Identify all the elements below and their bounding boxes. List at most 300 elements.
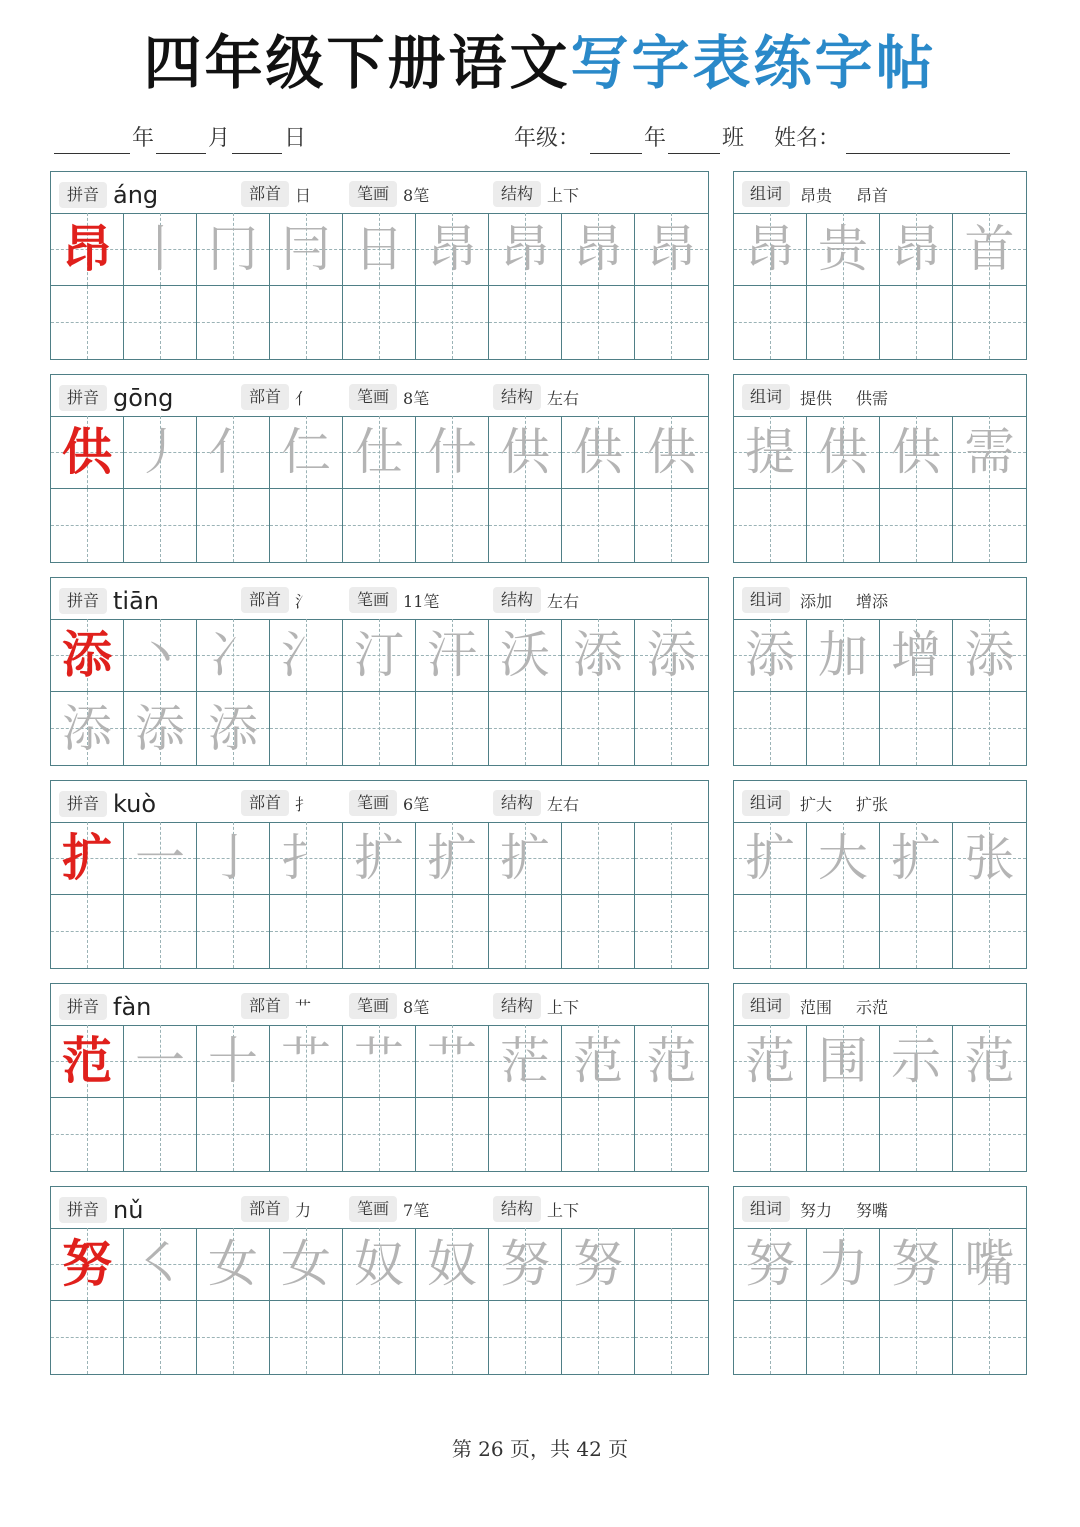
header-field — [349, 587, 439, 613]
char-info-header — [51, 578, 708, 620]
stroke-step-character: 昂 — [427, 220, 477, 278]
words-panel — [733, 983, 1027, 1172]
model-character: 添 — [62, 626, 112, 684]
radical-value: 扌 — [295, 794, 312, 814]
word-cell[interactable] — [734, 619, 807, 692]
word-character: 加 — [818, 626, 868, 684]
pinyin-tag: 拼音 — [59, 385, 107, 411]
stroke-step-character: 氵 — [281, 626, 331, 684]
grade-label: 年级： — [514, 126, 581, 151]
writing-cell[interactable] — [416, 692, 489, 765]
stroke-step-character: 亅 — [208, 829, 258, 887]
stroke-step-character: 昂 — [573, 220, 623, 278]
writing-cell[interactable] — [489, 1025, 562, 1098]
stroke-step-character: 添 — [208, 699, 258, 758]
writing-cell[interactable] — [562, 1025, 635, 1098]
header-field — [241, 384, 311, 410]
word-character: 需 — [964, 423, 1015, 481]
word-cell[interactable] — [807, 286, 880, 359]
word-cell[interactable] — [807, 489, 880, 562]
word-cell[interactable] — [734, 213, 807, 286]
writing-cell[interactable] — [270, 489, 343, 562]
practice-panel — [50, 780, 709, 969]
header-field — [493, 993, 579, 1019]
header-field — [349, 993, 429, 1019]
stroke-step-character: 艹 — [427, 1032, 477, 1090]
year-blank[interactable] — [54, 127, 130, 154]
word-cell[interactable] — [807, 1301, 880, 1374]
words-panel — [733, 171, 1027, 360]
pinyin-tag: 拼音 — [59, 994, 107, 1020]
structure-value: 左右 — [547, 388, 580, 408]
writing-cell[interactable] — [270, 1228, 343, 1301]
writing-cell[interactable] — [124, 286, 197, 359]
stroke-step-character: 扩 — [500, 829, 550, 887]
stroke-step-character: 昂 — [500, 220, 550, 278]
word-cell[interactable] — [807, 895, 880, 968]
writing-cell[interactable] — [562, 895, 635, 968]
header-field — [241, 587, 311, 613]
header-field — [493, 790, 579, 816]
grade-year-blank[interactable] — [590, 127, 642, 154]
writing-cell[interactable] — [489, 822, 562, 895]
writing-cell[interactable] — [343, 416, 416, 489]
word-2-value: 昂首 — [856, 185, 889, 205]
word-character: 张 — [964, 829, 1015, 887]
writing-cell[interactable] — [416, 895, 489, 968]
writing-cell[interactable] — [635, 1228, 708, 1301]
writing-cell[interactable] — [416, 619, 489, 692]
writing-cell[interactable] — [270, 692, 343, 765]
stroke-step-character: 丿 — [135, 423, 185, 481]
header-field — [59, 993, 151, 1021]
writing-cell[interactable] — [197, 489, 270, 562]
writing-cell[interactable] — [197, 619, 270, 692]
title-part-2: 写字表练字帖 — [570, 29, 937, 97]
writing-cell[interactable] — [197, 286, 270, 359]
writing-cell[interactable] — [489, 1228, 562, 1301]
words-panel — [733, 1186, 1027, 1375]
word-cell[interactable] — [880, 1098, 953, 1171]
structure-value: 左右 — [547, 591, 580, 611]
word-character: 昂 — [745, 220, 795, 278]
writing-cell[interactable] — [635, 416, 708, 489]
writing-cell[interactable] — [562, 822, 635, 895]
stroke-step-character: 奴 — [427, 1235, 477, 1293]
word-cell[interactable] — [880, 1228, 953, 1301]
writing-cell[interactable] — [51, 286, 124, 359]
structure-value: 上下 — [547, 185, 580, 205]
writing-cell[interactable] — [270, 213, 343, 286]
header-field — [59, 181, 158, 209]
header-field — [742, 790, 888, 816]
word-cell[interactable] — [953, 1025, 1026, 1098]
model-character: 昂 — [62, 220, 112, 278]
writing-cell[interactable] — [489, 692, 562, 765]
word-character: 范 — [745, 1032, 795, 1090]
writing-cell[interactable] — [51, 895, 124, 968]
writing-cell[interactable] — [562, 489, 635, 562]
word-cell[interactable] — [953, 489, 1026, 562]
word-cell[interactable] — [734, 1228, 807, 1301]
header-field — [349, 384, 429, 410]
stroke-step-character: 范 — [646, 1032, 697, 1090]
writing-cell[interactable] — [124, 1301, 197, 1374]
word-cell[interactable] — [734, 692, 807, 765]
char-info-header — [51, 172, 708, 214]
writing-cell[interactable] — [124, 416, 197, 489]
word-cell[interactable] — [953, 619, 1026, 692]
word-2-value: 供需 — [856, 388, 889, 408]
writing-cell[interactable] — [270, 619, 343, 692]
writing-cell[interactable] — [635, 692, 708, 765]
word-cell[interactable] — [953, 1228, 1026, 1301]
writing-cell[interactable] — [343, 489, 416, 562]
date-row — [52, 118, 306, 154]
writing-cell[interactable] — [562, 213, 635, 286]
writing-cell[interactable] — [124, 1098, 197, 1171]
writing-cell[interactable] — [416, 213, 489, 286]
writing-cell[interactable] — [197, 895, 270, 968]
stroke-step-character: 一 — [135, 1032, 185, 1090]
writing-cell[interactable] — [51, 416, 124, 489]
char-block — [50, 577, 1026, 766]
writing-cell[interactable] — [343, 822, 416, 895]
header-field — [59, 587, 159, 615]
header-field — [493, 587, 579, 613]
word-character: 昂 — [891, 220, 941, 278]
stroke-step-character: 冂 — [208, 220, 258, 278]
student-row — [514, 118, 1012, 154]
radical-value: 力 — [295, 1200, 312, 1220]
word-cell[interactable] — [807, 1098, 880, 1171]
writing-cell[interactable] — [562, 1228, 635, 1301]
words-header — [734, 578, 1026, 620]
writing-cell[interactable] — [270, 895, 343, 968]
stroke-step-character: 扩 — [427, 829, 477, 887]
structure-tag: 结构 — [493, 384, 541, 410]
pinyin-value: kuò — [113, 790, 157, 818]
word-character: 贵 — [818, 220, 868, 278]
word-cell[interactable] — [807, 1228, 880, 1301]
writing-cell[interactable] — [562, 1098, 635, 1171]
word-character: 范 — [964, 1032, 1015, 1090]
writing-cell[interactable] — [635, 489, 708, 562]
word-cell[interactable] — [880, 1301, 953, 1374]
writing-cell[interactable] — [635, 286, 708, 359]
stroke-step-character: 艹 — [354, 1032, 404, 1090]
header-field — [493, 384, 579, 410]
writing-cell[interactable] — [343, 1025, 416, 1098]
char-info-header — [51, 1187, 708, 1229]
word-cell[interactable] — [880, 489, 953, 562]
month-blank[interactable] — [156, 127, 206, 154]
word-cell[interactable] — [953, 1301, 1026, 1374]
writing-cell[interactable] — [197, 213, 270, 286]
practice-panel — [50, 983, 709, 1172]
stroke-step-character: 亻 — [208, 423, 258, 481]
words-tag: 组词 — [742, 993, 790, 1019]
writing-cell[interactable] — [416, 489, 489, 562]
word-cell[interactable] — [734, 1301, 807, 1374]
word-cell[interactable] — [880, 692, 953, 765]
writing-cell[interactable] — [635, 213, 708, 286]
grade-class-blank[interactable] — [668, 127, 720, 154]
writing-cell[interactable] — [270, 1301, 343, 1374]
word-cell[interactable] — [880, 416, 953, 489]
model-character: 供 — [62, 423, 112, 481]
writing-cell[interactable] — [562, 416, 635, 489]
word-1-value: 范围 — [800, 997, 833, 1017]
writing-cell[interactable] — [124, 489, 197, 562]
writing-cell[interactable] — [562, 1301, 635, 1374]
writing-cell[interactable] — [51, 1098, 124, 1171]
writing-cell[interactable] — [343, 1301, 416, 1374]
year-label: 年 — [132, 126, 155, 151]
header-field — [241, 993, 311, 1019]
writing-cell[interactable] — [124, 619, 197, 692]
word-cell[interactable] — [807, 692, 880, 765]
stroke-step-character: 添 — [135, 699, 185, 758]
words-tag: 组词 — [742, 1196, 790, 1222]
word-cell[interactable] — [880, 1025, 953, 1098]
writing-cell[interactable] — [343, 895, 416, 968]
writing-cell[interactable] — [489, 489, 562, 562]
word-cell[interactable] — [880, 213, 953, 286]
pinyin-value: nǔ — [113, 1196, 144, 1224]
header-field — [59, 790, 156, 818]
word-cell[interactable] — [880, 822, 953, 895]
stroke-step-character: 昂 — [646, 220, 697, 278]
pinyin-value: gōng — [113, 384, 174, 412]
word-character: 力 — [818, 1235, 868, 1293]
word-cell[interactable] — [734, 822, 807, 895]
day-blank[interactable] — [232, 127, 282, 154]
word-cell[interactable] — [734, 895, 807, 968]
word-cell[interactable] — [734, 286, 807, 359]
writing-cell[interactable] — [51, 1301, 124, 1374]
writing-cell[interactable] — [197, 416, 270, 489]
word-cell[interactable] — [953, 822, 1026, 895]
writing-cell[interactable] — [343, 213, 416, 286]
word-cell[interactable] — [953, 895, 1026, 968]
name-label: 姓名： — [774, 126, 841, 151]
writing-cell[interactable] — [51, 1025, 124, 1098]
writing-cell[interactable] — [343, 692, 416, 765]
writing-cell[interactable] — [489, 416, 562, 489]
writing-cell[interactable] — [51, 489, 124, 562]
word-1-value: 扩大 — [800, 794, 833, 814]
header-field — [742, 181, 888, 207]
word-cell[interactable] — [953, 286, 1026, 359]
word-2-value: 努嘴 — [856, 1200, 889, 1220]
writing-cell[interactable] — [270, 1025, 343, 1098]
writing-cell[interactable] — [270, 822, 343, 895]
pinyin-value: tiān — [113, 587, 160, 615]
word-character: 添 — [745, 626, 795, 684]
structure-value: 上下 — [547, 1200, 580, 1220]
writing-cell[interactable] — [489, 1301, 562, 1374]
writing-cell[interactable] — [343, 1228, 416, 1301]
model-character: 扩 — [62, 829, 112, 887]
writing-cell[interactable] — [343, 619, 416, 692]
writing-cell[interactable] — [635, 822, 708, 895]
structure-tag: 结构 — [493, 587, 541, 613]
writing-cell[interactable] — [416, 822, 489, 895]
word-cell[interactable] — [953, 692, 1026, 765]
char-info-header — [51, 781, 708, 823]
structure-value: 左右 — [547, 794, 580, 814]
stroke-step-character: 努 — [500, 1235, 550, 1293]
word-character: 增 — [891, 626, 941, 684]
stroke-step-character: 汗 — [427, 626, 477, 684]
writing-cell[interactable] — [270, 416, 343, 489]
writing-cell[interactable] — [416, 286, 489, 359]
char-block — [50, 374, 1026, 563]
strokes-value: 7笔 — [403, 1200, 430, 1220]
word-character: 大 — [818, 829, 868, 887]
word-cell[interactable] — [807, 1025, 880, 1098]
word-cell[interactable] — [734, 1025, 807, 1098]
char-block — [50, 983, 1026, 1172]
word-2-value: 增添 — [856, 591, 889, 611]
writing-cell[interactable] — [489, 213, 562, 286]
strokes-tag: 笔画 — [349, 1196, 397, 1222]
writing-cell[interactable] — [416, 416, 489, 489]
word-cell[interactable] — [734, 416, 807, 489]
word-cell[interactable] — [953, 1098, 1026, 1171]
stroke-step-character: 汀 — [354, 626, 404, 684]
word-cell[interactable] — [734, 489, 807, 562]
header-field — [59, 1196, 143, 1224]
word-character: 努 — [745, 1235, 795, 1293]
header-field — [493, 1196, 579, 1222]
words-header — [734, 1187, 1026, 1229]
writing-cell[interactable] — [124, 895, 197, 968]
writing-cell[interactable] — [343, 286, 416, 359]
writing-cell[interactable] — [343, 1098, 416, 1171]
day-label: 日 — [284, 126, 307, 151]
writing-cell[interactable] — [562, 619, 635, 692]
writing-cell[interactable] — [635, 895, 708, 968]
writing-cell[interactable] — [197, 822, 270, 895]
writing-cell[interactable] — [51, 1228, 124, 1301]
stroke-step-character: 女 — [281, 1235, 331, 1293]
word-character: 嘴 — [964, 1235, 1015, 1293]
structure-tag: 结构 — [493, 181, 541, 207]
word-cell[interactable] — [734, 1098, 807, 1171]
writing-cell[interactable] — [489, 895, 562, 968]
stroke-step-character: 十 — [208, 1032, 258, 1090]
words-panel — [733, 374, 1027, 563]
writing-cell[interactable] — [197, 692, 270, 765]
writing-cell[interactable] — [197, 1301, 270, 1374]
writing-cell[interactable] — [489, 619, 562, 692]
writing-cell[interactable] — [124, 692, 197, 765]
stroke-step-character: 仕 — [354, 423, 404, 481]
writing-cell[interactable] — [197, 1098, 270, 1171]
word-character: 供 — [818, 423, 868, 481]
pinyin-tag: 拼音 — [59, 588, 107, 614]
word-cell[interactable] — [807, 822, 880, 895]
radical-tag: 部首 — [241, 181, 289, 207]
stroke-step-character: 冫 — [208, 626, 258, 684]
stroke-step-character: 一 — [135, 829, 185, 887]
writing-cell[interactable] — [270, 1098, 343, 1171]
strokes-tag: 笔画 — [349, 790, 397, 816]
word-cell[interactable] — [880, 619, 953, 692]
word-cell[interactable] — [807, 213, 880, 286]
title-part-1: 四年级下册语文 — [143, 29, 571, 97]
header-field — [742, 384, 888, 410]
word-cell[interactable] — [880, 286, 953, 359]
word-character: 提 — [745, 423, 795, 481]
writing-cell[interactable] — [635, 1098, 708, 1171]
name-blank[interactable] — [846, 127, 1010, 154]
writing-cell[interactable] — [124, 213, 197, 286]
writing-cell[interactable] — [51, 619, 124, 692]
writing-cell[interactable] — [51, 822, 124, 895]
month-label: 月 — [208, 126, 231, 151]
writing-cell[interactable] — [124, 822, 197, 895]
structure-tag: 结构 — [493, 790, 541, 816]
char-block — [50, 780, 1026, 969]
writing-cell[interactable] — [635, 1025, 708, 1098]
writing-cell[interactable] — [635, 619, 708, 692]
word-character: 努 — [891, 1235, 941, 1293]
word-cell[interactable] — [953, 416, 1026, 489]
grade-class-label: 班 — [722, 126, 745, 151]
header-field — [241, 1196, 311, 1222]
writing-cell[interactable] — [489, 286, 562, 359]
writing-cell[interactable] — [51, 213, 124, 286]
pinyin-tag: 拼音 — [59, 182, 107, 208]
practice-panel — [50, 171, 709, 360]
writing-cell[interactable] — [489, 1098, 562, 1171]
writing-cell[interactable] — [416, 1301, 489, 1374]
practice-panel — [50, 374, 709, 563]
writing-cell[interactable] — [197, 1025, 270, 1098]
char-info-header — [51, 375, 708, 417]
writing-cell[interactable] — [197, 1228, 270, 1301]
writing-cell[interactable] — [416, 1025, 489, 1098]
writing-cell[interactable] — [635, 1301, 708, 1374]
word-cell[interactable] — [953, 213, 1026, 286]
words-header — [734, 172, 1026, 214]
words-panel — [733, 780, 1027, 969]
word-cell[interactable] — [880, 895, 953, 968]
stroke-step-character: 沃 — [500, 626, 550, 684]
writing-cell[interactable] — [562, 286, 635, 359]
word-cell[interactable] — [807, 416, 880, 489]
writing-cell[interactable] — [416, 1098, 489, 1171]
stroke-step-character: 冃 — [281, 220, 331, 278]
writing-cell[interactable] — [124, 1228, 197, 1301]
char-block — [50, 171, 1026, 360]
writing-cell[interactable] — [124, 1025, 197, 1098]
writing-cell[interactable] — [562, 692, 635, 765]
strokes-tag: 笔画 — [349, 993, 397, 1019]
stroke-step-character: 添 — [646, 626, 697, 684]
header-field — [241, 181, 311, 207]
stroke-step-character: 日 — [354, 220, 404, 278]
strokes-value: 6笔 — [403, 794, 430, 814]
writing-cell[interactable] — [270, 286, 343, 359]
word-cell[interactable] — [807, 619, 880, 692]
writing-cell[interactable] — [416, 1228, 489, 1301]
writing-cell[interactable] — [51, 692, 124, 765]
words-header — [734, 984, 1026, 1026]
